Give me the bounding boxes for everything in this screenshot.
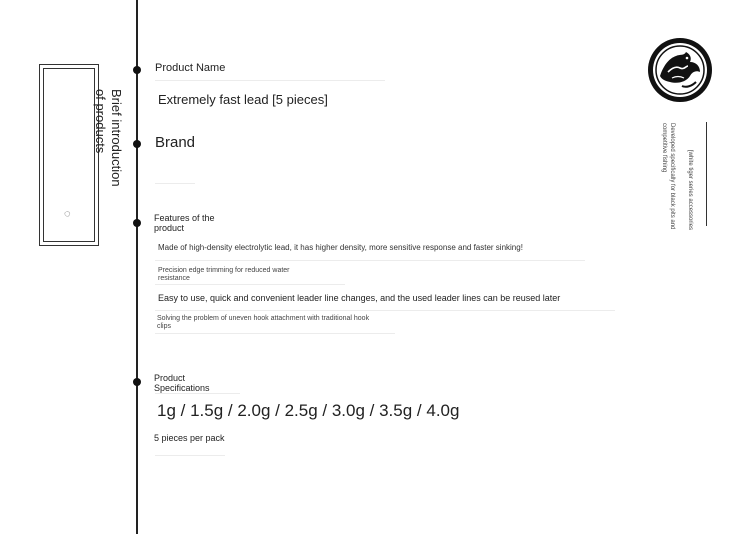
- timeline-dot-features: [133, 219, 141, 227]
- specs-label: Product Specifications: [154, 373, 210, 393]
- divider: [155, 183, 195, 184]
- brand-caption-purpose-2: competitive fishing: [661, 123, 667, 173]
- divider: [155, 80, 385, 81]
- divider: [155, 284, 345, 285]
- feature-item-1: Made of high-density electrolytic lead, it has higher density, more sensitive response and faster sinking!: [158, 243, 523, 252]
- right-rule: [706, 122, 707, 226]
- timeline-dot-brand: [133, 140, 141, 148]
- feature-item-4: Solving the problem of uneven hook attachment with traditional hook clips: [157, 315, 370, 330]
- brand-caption-purpose: Developed specifically for black pits and: [669, 123, 675, 230]
- feature-item-2: Precision edge trimming for reduced water resistance: [158, 267, 290, 282]
- timeline-dot-name: [133, 66, 141, 74]
- intro-title-box: [39, 64, 124, 246]
- pack-note: 5 pieces per pack: [154, 433, 225, 443]
- divider: [155, 455, 225, 456]
- divider: [155, 393, 240, 394]
- product-name-label: Product Name: [155, 62, 226, 74]
- divider: [155, 310, 615, 311]
- divider: [155, 333, 395, 334]
- intro-title: Brief introduction of products: [93, 89, 124, 187]
- product-name-value: Extremely fast lead [5 pieces]: [158, 92, 328, 107]
- timeline-dot-specs: [133, 378, 141, 386]
- brand-label: Brand: [155, 134, 196, 151]
- timeline-line: [136, 0, 138, 534]
- features-label: Features of the product: [154, 213, 215, 233]
- ornament-icon: ◌: [64, 208, 71, 220]
- specs-value: 1g / 1.5g / 2.0g / 2.5g / 3.0g / 3.5g / 4.0g: [157, 401, 460, 420]
- white-tiger-seal-icon: [646, 36, 714, 104]
- divider: [155, 260, 585, 261]
- brand-caption-series: [white tiger series accessories: [687, 150, 693, 231]
- feature-item-3: Easy to use, quick and convenient leader line changes, and the used leader lines can be reused later: [158, 293, 561, 303]
